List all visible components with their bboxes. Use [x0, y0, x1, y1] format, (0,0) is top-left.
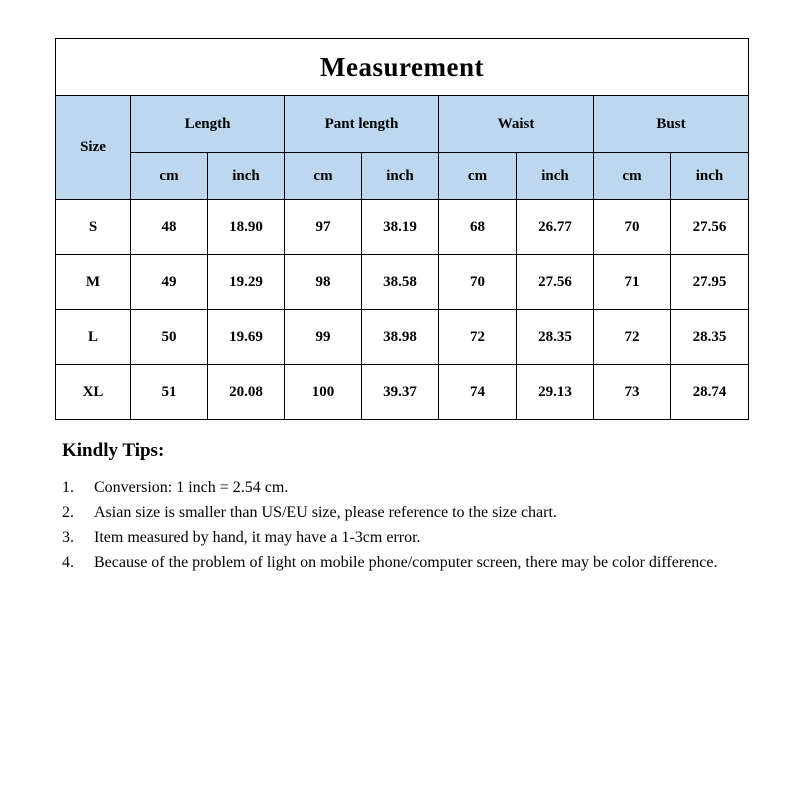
table-title: Measurement	[56, 39, 749, 96]
size-label: M	[56, 255, 131, 310]
unit-header-row	[56, 153, 749, 200]
tips-heading: Kindly Tips:	[62, 440, 165, 461]
cell-pant-cm: 100	[285, 365, 362, 420]
cell-length-inch: 19.69	[208, 310, 285, 365]
cell-bust-inch: 27.95	[671, 255, 749, 310]
tip-number: 2.	[62, 504, 74, 521]
size-label: L	[56, 310, 131, 365]
tip-text: Asian size is smaller than US/EU size, please reference to the size chart.	[94, 504, 557, 521]
cell-pant-inch: 39.37	[362, 365, 439, 420]
tip-text: Conversion: 1 inch = 2.54 cm.	[94, 479, 289, 496]
cell-bust-cm: 73	[594, 365, 671, 420]
tips-section	[62, 440, 738, 576]
table-row-xl	[56, 365, 749, 420]
unit-header-waist-cm: cm	[439, 153, 517, 200]
tip-number: 3.	[62, 529, 74, 546]
cell-length-inch: 20.08	[208, 365, 285, 420]
cell-pant-inch: 38.58	[362, 255, 439, 310]
cell-pant-cm: 99	[285, 310, 362, 365]
table-row-m	[56, 255, 749, 310]
cell-waist-inch: 29.13	[517, 365, 594, 420]
tip-item-3	[62, 526, 738, 550]
col-header-size: Size	[56, 96, 131, 200]
cell-bust-cm: 72	[594, 310, 671, 365]
cell-bust-cm: 71	[594, 255, 671, 310]
table-row-l	[56, 310, 749, 365]
cell-length-cm: 48	[131, 200, 208, 255]
cell-waist-cm: 74	[439, 365, 517, 420]
unit-header-waist-inch: inch	[517, 153, 594, 200]
cell-bust-inch: 28.35	[671, 310, 749, 365]
unit-header-pant-cm: cm	[285, 153, 362, 200]
unit-header-bust-cm: cm	[594, 153, 671, 200]
title-row	[56, 39, 749, 96]
cell-waist-cm: 70	[439, 255, 517, 310]
cell-length-cm: 49	[131, 255, 208, 310]
tip-item-1	[62, 476, 738, 500]
cell-waist-cm: 68	[439, 200, 517, 255]
group-header-row	[56, 96, 749, 153]
cell-length-cm: 50	[131, 310, 208, 365]
cell-pant-cm: 97	[285, 200, 362, 255]
tip-item-4	[62, 551, 738, 575]
table-row-s	[56, 200, 749, 255]
cell-length-inch: 18.90	[208, 200, 285, 255]
cell-waist-inch: 26.77	[517, 200, 594, 255]
cell-bust-inch: 27.56	[671, 200, 749, 255]
measurement-table	[55, 38, 749, 420]
cell-bust-inch: 28.74	[671, 365, 749, 420]
col-header-length: Length	[131, 96, 285, 153]
cell-length-inch: 19.29	[208, 255, 285, 310]
col-header-waist: Waist	[439, 96, 594, 153]
cell-waist-inch: 27.56	[517, 255, 594, 310]
size-label: XL	[56, 365, 131, 420]
cell-pant-inch: 38.98	[362, 310, 439, 365]
cell-waist-inch: 28.35	[517, 310, 594, 365]
size-label: S	[56, 200, 131, 255]
unit-header-length-cm: cm	[131, 153, 208, 200]
tip-number: 4.	[62, 554, 74, 571]
cell-length-cm: 51	[131, 365, 208, 420]
cell-pant-inch: 38.19	[362, 200, 439, 255]
tip-text: Item measured by hand, it may have a 1-3cm error.	[94, 529, 421, 546]
cell-bust-cm: 70	[594, 200, 671, 255]
cell-pant-cm: 98	[285, 255, 362, 310]
cell-waist-cm: 72	[439, 310, 517, 365]
unit-header-bust-inch: inch	[671, 153, 749, 200]
col-header-pant-length: Pant length	[285, 96, 439, 153]
tip-item-2	[62, 501, 738, 525]
tip-text: Because of the problem of light on mobile phone/computer screen, there may be color difference.	[94, 554, 718, 571]
unit-header-length-inch: inch	[208, 153, 285, 200]
tip-number: 1.	[62, 479, 74, 496]
col-header-bust: Bust	[594, 96, 749, 153]
unit-header-pant-inch: inch	[362, 153, 439, 200]
